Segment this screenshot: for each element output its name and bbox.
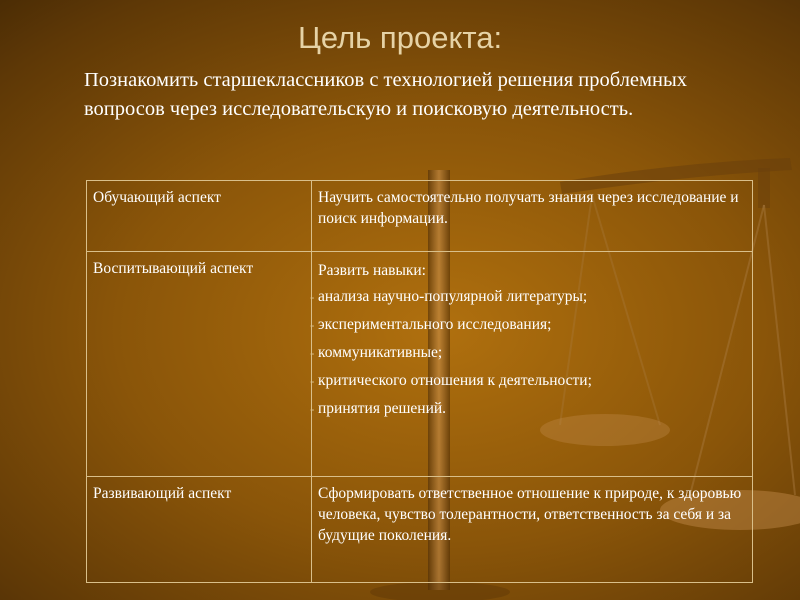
list-item: - экспериментального исследования;: [310, 314, 746, 335]
list-item: - критического отношения к деятельности;: [310, 370, 746, 391]
aspect-content: [312, 252, 753, 477]
aspect-name: Воспитывающий аспект: [87, 252, 312, 477]
list-item: - коммуникативные;: [310, 342, 746, 363]
list-item: - анализа научно-популярной литературы;: [310, 286, 746, 307]
aspect-name: Обучающий аспект: [87, 181, 312, 252]
aspects-table: [86, 180, 753, 583]
skills-list: [310, 286, 746, 419]
project-goal-text: Познакомить старшеклассников с технологией решения проблемных вопросов через исследовательскую и поисковую деятельность.: [84, 69, 687, 120]
aspect-content: Научить самостоятельно получать знания через исследование и поиск информации.: [312, 181, 753, 252]
aspect-content: Сформировать ответственное отношение к природе, к здоровью человека, чувство толерантности, ответственность за себя и за будущие поколения.: [312, 477, 753, 583]
skills-heading: Развить навыки:: [318, 262, 426, 279]
table-row: [87, 181, 753, 252]
aspect-name: Развивающий аспект: [87, 477, 312, 583]
slide-title: Цель проекта:: [297, 20, 503, 55]
list-item: - принятия решений.: [310, 398, 746, 419]
table-row: [87, 252, 753, 477]
table-row: [87, 477, 753, 583]
